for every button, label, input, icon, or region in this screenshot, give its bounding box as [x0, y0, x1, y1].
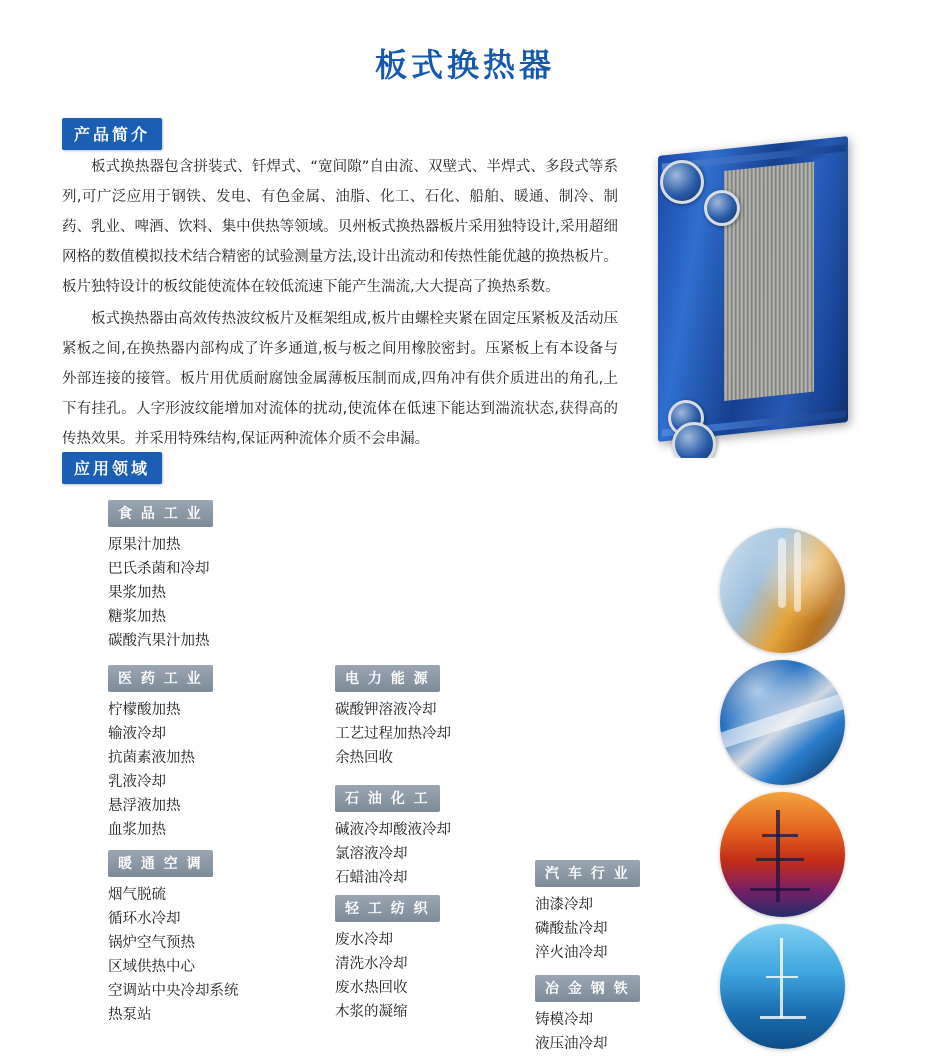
test-tube-shape [794, 532, 801, 612]
list-item: 糖浆加热 [108, 609, 166, 625]
category-pharmaceutical [108, 665, 213, 842]
list-item: 磷酸盐冷却 [535, 921, 608, 937]
test-tube-shape [778, 538, 786, 608]
list-item: 油漆冷却 [535, 897, 593, 913]
category-item-list [335, 928, 440, 1024]
list-item: 碳酸汽果汁加热 [108, 633, 210, 649]
category-title: 暖 通 空 调 [108, 850, 213, 877]
page-title: 板式换热器 [374, 46, 555, 84]
category-light-textile [335, 895, 440, 1024]
list-item: 血浆加热 [108, 822, 166, 838]
nozzle-icon [660, 160, 704, 204]
tower-crossarm [762, 834, 798, 837]
list-item: 废水热回收 [335, 980, 408, 996]
list-item: 烟气脱硫 [108, 887, 166, 903]
category-title: 食 品 工 业 [108, 500, 213, 527]
list-item: 木浆的凝缩 [335, 1004, 408, 1020]
list-item: 碱液冷却酸液冷却 [335, 822, 451, 838]
intro-paragraph-1: 板式换热器包含拼装式、钎焊式、“宽间隙”自由流、双壁式、半焊式、多段式等系列,可广泛应用于钢铁、发电、有色金属、油脂、化工、石化、船舶、暖通、制冷、制药、乳业、啤酒、饮料、集中供热等领域。贝州板式换热器板片采用独特设计,采用超细网格的数值模拟技术结合精密的试验测量方法,设计出流动和传热性能优越的换热板片。板片独特设计的板纹能使流体在较低流速下能产生湍流,大大提高了换热系数。 [62, 159, 618, 295]
nozzle-icon [704, 190, 740, 226]
intro-text-block [62, 152, 618, 456]
list-item: 石蜡油冷却 [335, 870, 408, 886]
rig-base [760, 1016, 806, 1019]
list-item: 柠檬酸加热 [108, 702, 181, 718]
list-item: 循环水冷却 [108, 911, 181, 927]
list-item: 乳液冷却 [108, 774, 166, 790]
rig-mast [780, 938, 783, 1018]
list-item: 原果汁加热 [108, 537, 181, 553]
category-item-list [108, 698, 213, 842]
list-item: 余热回收 [335, 750, 393, 766]
category-title: 电 力 能 源 [335, 665, 440, 692]
category-item-list [335, 698, 451, 770]
nozzle-icon [672, 422, 716, 458]
list-item: 热泵站 [108, 1007, 152, 1023]
tower-crossarm [750, 888, 810, 891]
category-item-list [535, 893, 640, 965]
oil-rig-photo [720, 924, 845, 1049]
category-hvac [108, 850, 239, 1027]
category-item-list [335, 818, 451, 890]
section-heading-application: 应用领域 [62, 452, 162, 484]
list-item: 巴氏杀菌和冷却 [108, 561, 210, 577]
list-item: 碳酸钾溶液冷却 [335, 702, 437, 718]
heat-exchanger-plate-pack [724, 161, 820, 401]
list-item: 锅炉空气预热 [108, 935, 195, 951]
list-item: 输液冷却 [108, 726, 166, 742]
list-item: 铸模冷却 [535, 1012, 593, 1028]
rig-crossbar [766, 976, 798, 978]
list-item: 废水冷却 [335, 932, 393, 948]
category-title: 医 药 工 业 [108, 665, 213, 692]
category-item-list [108, 883, 239, 1027]
category-title: 石 油 化 工 [335, 785, 440, 812]
intro-paragraph-2: 板式换热器由高效传热波纹板片及框架组成,板片由螺栓夹紧在固定压紧板及活动压紧板之间,在换热器内部构成了许多通道,板与板之间用橡胶密封。压紧板上有本设备与外部连接的接管。板片用优质耐腐蚀金属薄板压制而成,四角冲有供介质进出的角孔,上下有挂孔。人字形波纹能增加对流体的扰动,使流体在低速下能达到湍流状态,获得高的传热效果。并采用特殊结构,保证两种流体介质不会串漏。 [62, 311, 618, 447]
category-title: 轻 工 纺 织 [335, 895, 440, 922]
pipe-shape [720, 689, 845, 751]
list-item: 空调站中央冷却系统 [108, 983, 239, 999]
category-item-list [108, 533, 213, 653]
list-item: 工艺过程加热冷却 [335, 726, 451, 742]
list-item: 悬浮液加热 [108, 798, 181, 814]
section-heading-intro: 产品简介 [62, 118, 162, 150]
list-item: 果浆加热 [108, 585, 166, 601]
category-food [108, 500, 213, 653]
power-tower-photo [720, 792, 845, 917]
tower-crossarm [756, 858, 804, 861]
category-title: 汽 车 行 业 [535, 860, 640, 887]
category-automotive [535, 860, 640, 965]
pipeline-photo [720, 660, 845, 785]
category-item-list [535, 1008, 640, 1056]
heat-exchanger-end-plate [814, 157, 840, 410]
product-photo [628, 128, 900, 458]
list-item: 清洗水冷却 [335, 956, 408, 972]
list-item: 液压油冷却 [535, 1036, 608, 1052]
laboratory-photo [720, 528, 845, 653]
list-item: 抗菌素液加热 [108, 750, 195, 766]
category-petrochemical [335, 785, 451, 890]
category-title: 冶 金 钢 铁 [535, 975, 640, 1002]
list-item: 区域供热中心 [108, 959, 195, 975]
category-power-energy [335, 665, 451, 770]
list-item: 氯溶液冷却 [335, 846, 408, 862]
list-item: 淬火油冷却 [535, 945, 608, 961]
